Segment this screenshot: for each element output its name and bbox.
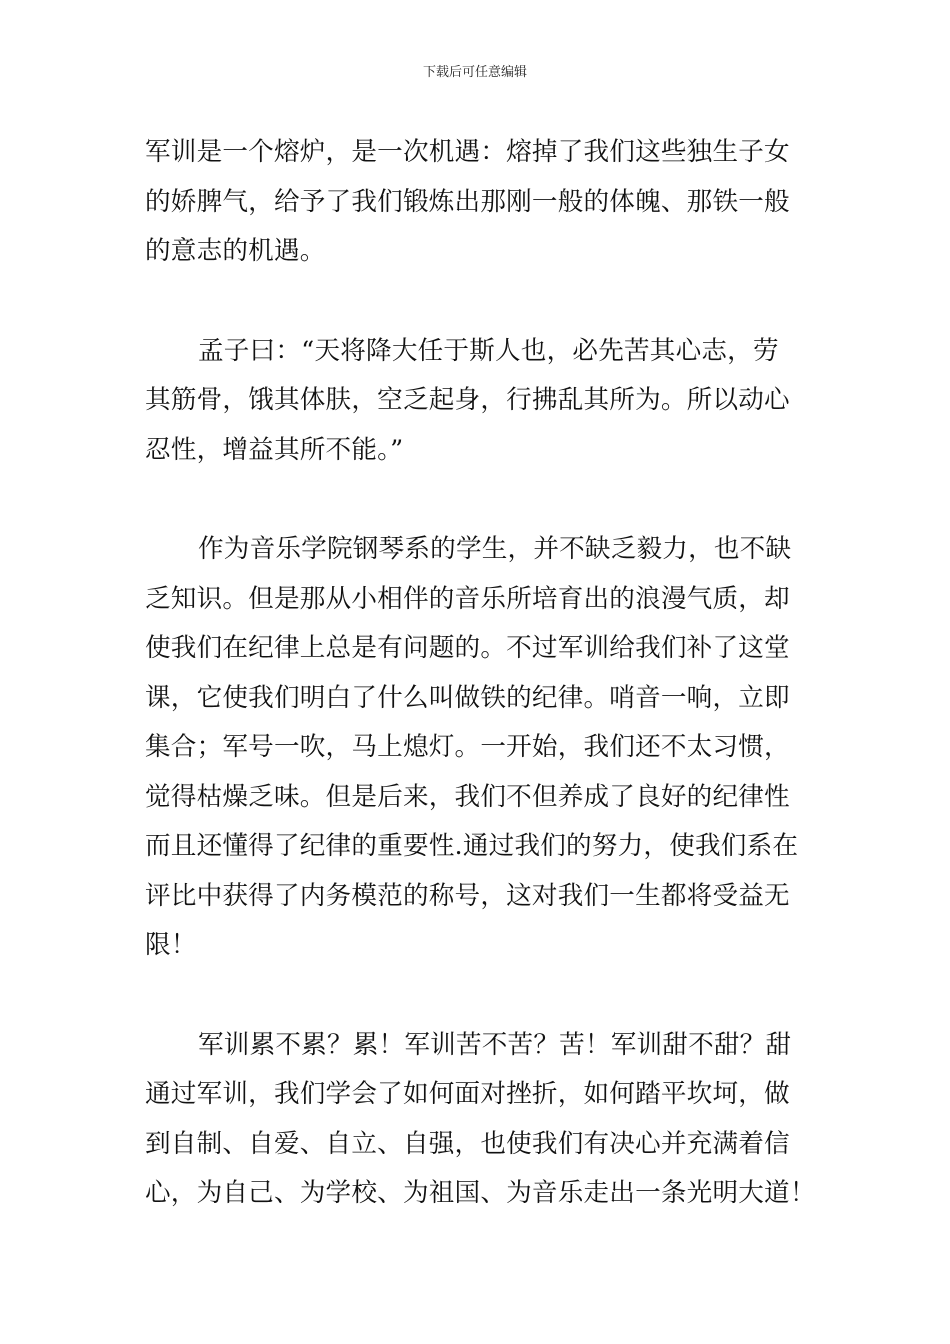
paragraph-line: 集合；军号一吹，马上熄灯。一开始，我们还不太习惯， [145,732,790,762]
paragraph-line: 忍性，增益其所不能。” [145,434,404,465]
paragraph-line: 心，为自己、为学校、为祖国、为音乐走出一条光明大道！ [145,1178,816,1208]
paragraph-line: 觉得枯燥乏味。但是后来，我们不但养成了良好的纪律性 [145,781,790,812]
paragraph-line: 其筋骨，饿其体肤，空乏起身，行拂乱其所为。所以动心 [145,385,790,415]
paragraph-line: 评比中获得了内务模范的称号，这对我们一生都将受益无 [145,880,790,911]
page-header: 下载后可任意编辑 [422,65,527,80]
paragraph-line: 孟子曰：“天将降大任于斯人也，必先苦其心志，劳 [198,335,779,366]
paragraph-line: 作为音乐学院钢琴系的学生，并不缺乏毅力，也不缺 [198,534,792,564]
paragraph-line: 到自制、自爱、自立、自强，也使我们有决心并充满着信 [145,1128,790,1159]
paragraph-1 [145,128,810,277]
paragraph-3 [145,525,810,971]
paragraph-line: 的意志的机遇。 [145,236,326,266]
paragraph-line: 通过军训，我们学会了如何面对挫折，如何踏平坎坷，做 [145,1079,790,1109]
paragraph-line: 军训累不累？累！军训苦不苦？苦！军训甜不甜？甜 [198,1029,792,1060]
paragraph-line: 课，它使我们明白了什么叫做铁的纪律。哨音一响，立即 [145,682,790,713]
paragraph-line: 的娇脾气，给予了我们锻炼出那刚一般的体魄、那铁一般 [145,186,790,217]
paragraph-line: 乏知识。但是那从小相伴的音乐所培育出的浪漫气质，却 [145,583,790,614]
paragraph-line: 军训是一个熔炉，是一次机遇：熔掉了我们这些独生子女 [145,137,790,167]
document-body [145,128,816,1269]
paragraph-line: 限！ [145,930,197,960]
paragraph-2 [145,327,810,476]
paragraph-line: 而且还懂得了纪律的重要性.通过我们的努力，使我们系在 [145,831,799,861]
paragraph-4 [145,1021,816,1219]
paragraph-line: 使我们在纪律上总是有问题的。不过军训给我们补了这堂 [145,633,790,663]
